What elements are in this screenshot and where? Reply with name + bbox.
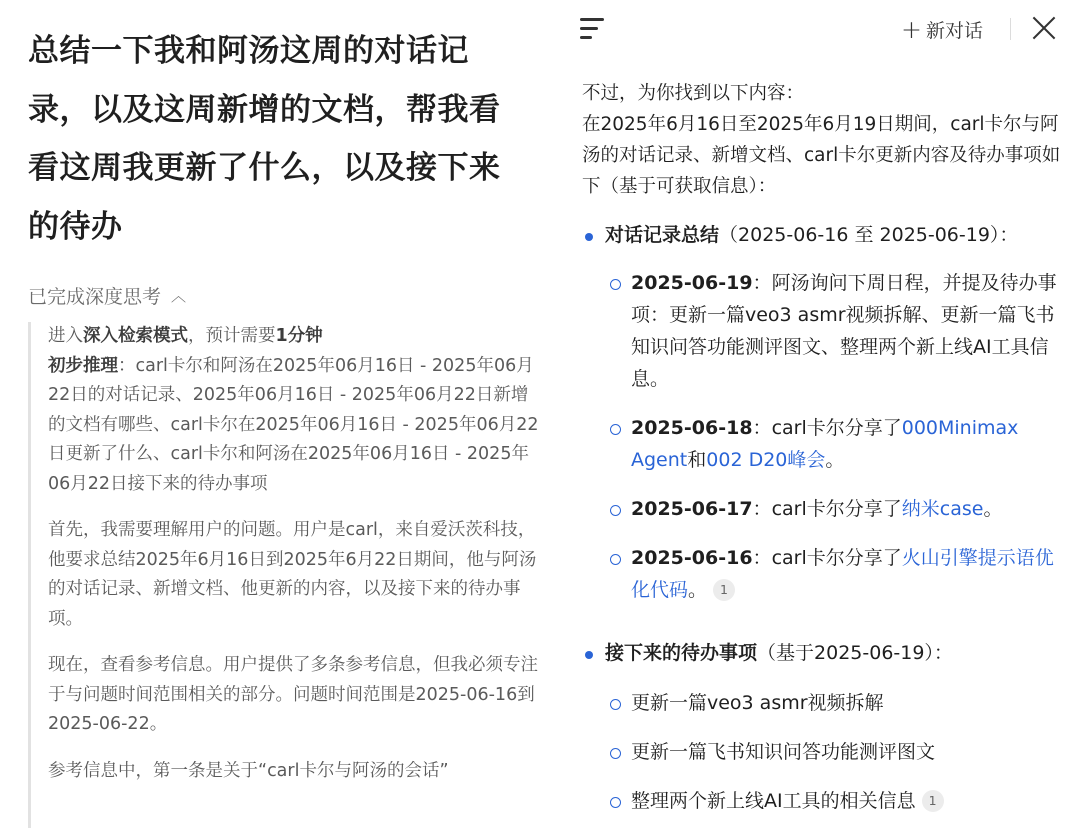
thinking-paragraph: 首先，我需要理解用户的问题。用户是carl，来自爱沃茨科技，他要求总结2025年6月16日到2025年6月22日期间，他与阿汤的对话记录、新增文档、他更新的内容，以及接下来的待办事项。 [48,520,537,629]
item-separator: ： [752,498,772,520]
thinking-toggle[interactable] [28,280,186,310]
item-date: 2025-06-18 [631,417,753,439]
reasoning-text: ：carl卡尔和阿汤在2025年06月16日 - 2025年06月22日的对话记录、2025年06月16日 - 2025年06月22日新增的文档有哪些、carl卡尔在2025年06月16日 - 2025年06月22日更新了什么、carl卡尔和阿汤在2025年06月16日 - 2025年06月22日接下来的待办事项 [48,355,539,494]
item-separator: ： [752,272,772,294]
item-text: carl卡尔分享了 [771,498,902,520]
answer-pane [555,0,1080,828]
close-icon[interactable] [1031,15,1057,41]
section-range: （基于2025-06-19）： [757,642,953,664]
section-title: 接下来的待办事项 [605,642,758,664]
todo-text: 整理两个新上线AI工具的相关信息 [631,790,916,812]
doc-link[interactable]: 火山引擎提示语优化代码 [631,547,1054,601]
thinking-paragraph: 参考信息中，第一条是关于“carl卡尔与阿汤的会话” [48,760,449,781]
item-text: 。 [825,449,845,471]
thinking-mode-eta-prefix: ，预计需要 [188,326,276,346]
section-todos [582,637,1062,670]
answer-intro [582,78,1062,202]
section-title: 对话记录总结 [605,224,720,246]
item-text: 。 [688,579,708,601]
intro-line: 不过，为你找到以下内容： [582,83,805,104]
plus-icon: + [901,14,922,44]
intro-summary: 在2025年6月16日至2025年6月19日期间，carl卡尔与阿汤的对话记录、新增文档、carl卡尔更新内容及待办事项如下（基于可获取信息）： [582,114,1061,197]
section-conversation-summary [582,219,1062,252]
item-separator: ： [752,417,772,439]
thinking-mode-name: 深入检索模式 [83,326,188,346]
item-date: 2025-06-17 [631,498,753,520]
thinking-content [28,322,540,828]
todo-item [582,736,1062,768]
list-item [582,542,1062,606]
thinking-mode-eta: 1分钟 [275,326,323,346]
doc-link[interactable]: 000Minimax Agent [631,417,1019,471]
doc-link[interactable]: 002 D20峰会 [706,449,826,471]
menu-icon[interactable] [580,16,608,42]
doc-link[interactable]: 纳米case [901,498,984,520]
todo-text: 更新一篇飞书知识问答功能测评图文 [631,741,936,763]
item-text: 和 [687,449,707,471]
todo-item [582,687,1062,719]
toolbar-divider [1010,18,1011,40]
todo-text: 更新一篇veo3 asmr视频拆解 [631,692,884,714]
answer-content [582,78,1062,817]
reasoning-label: 初步推理 [48,355,118,376]
item-text: 。 [983,498,1003,520]
new-chat-button[interactable] [901,14,983,44]
list-item [582,267,1062,395]
item-separator: ： [752,547,772,569]
list-item [582,412,1062,476]
answer-toolbar [555,0,1080,60]
thinking-mode-prefix: 进入 [48,326,83,346]
item-date: 2025-06-16 [631,547,753,569]
citation-badge[interactable]: 1 [922,790,944,812]
thinking-toggle-label: 已完成深度思考 [28,285,162,308]
chevron-up-icon: ︿ [171,286,187,305]
thinking-paragraph: 现在，查看参考信息。用户提供了多条参考信息，但我必须专注于与问题时间范围相关的部分。问题时间范围是2025-06-16到2025-06-22。 [48,655,538,734]
new-chat-label: 新对话 [925,19,983,42]
item-text: 阿汤询问下周日程，并提及待办事项：更新一篇veo3 asmr视频拆解、更新一篇飞书知识问答功能测评图文、整理两个新上线AI工具信息。 [631,272,1057,390]
item-text: carl卡尔分享了 [771,547,902,569]
user-question: 总结一下我和阿汤这周的对话记录，以及这周新增的文档，帮我看看这周我更新了什么，以及接下来的待办 [28,33,501,245]
item-date: 2025-06-19 [631,272,753,294]
todo-item [582,785,1062,817]
citation-badge[interactable]: 1 [713,579,735,601]
section-range: （2025-06-16 至 2025-06-19）： [719,224,1019,246]
thinking-paragraph [48,322,540,499]
item-text: carl卡尔分享了 [771,417,902,439]
list-item [582,493,1062,525]
